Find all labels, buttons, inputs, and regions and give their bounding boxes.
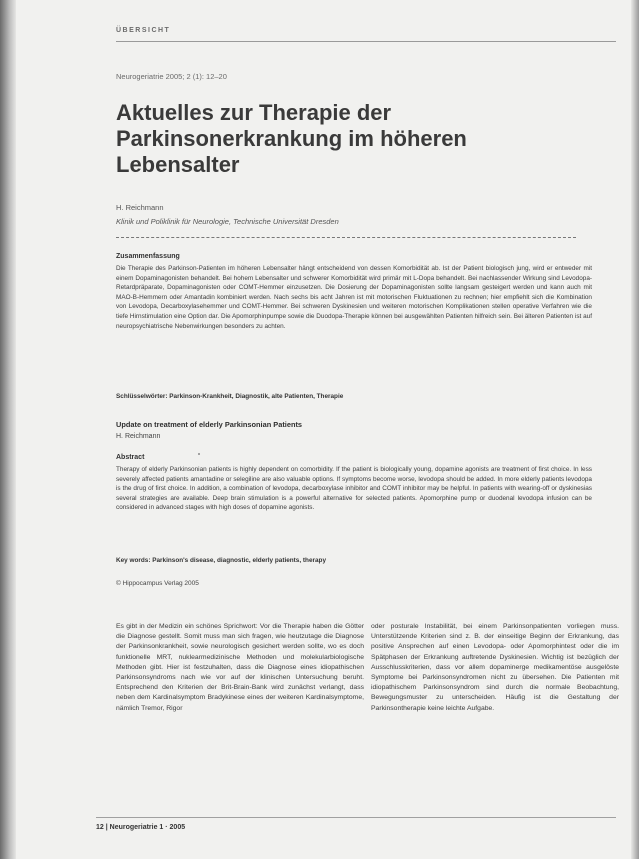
scan-shadow-right	[631, 0, 639, 859]
english-keywords: Key words: Parkinson's disease, diagnostic, elderly patients, therapy	[116, 557, 326, 564]
german-keywords: Schlüsselwörter: Parkinson-Krankheit, Diagnostik, alte Patienten, Therapie	[116, 393, 344, 400]
german-abstract-text: Die Therapie des Parkinson-Patienten im höheren Lebensalter hängt entscheidend von dessen Komorbidität ab. Ist der Patient biologisch jung, wird er entweder mit einem Dopaminagonisten behandelt. Bei hohem Lebensalter und schwerer Komorbidität wird primär mit L-Dopa behandelt. Bei nachlassender Wirkung sind Levodopa-Retardpräparate, Dopaminagonisten oder COMT-Hemmer einzusetzen. Die Dosierung der Dopaminagonisten sollte langsam gesteigert werden und kann auch mit MAO-B-Hemmern oder Amantadin kombiniert werden. Nach sechs bis acht Jahren ist mit motorischen Fluktuationen zu rechnen; hier empfiehlt sich die Kombination von Levodopa, Decarboxylasehemmer und COMT-Hemmer. Bei schweren Dyskinesien und weiteren motorischen Komplikationen stellen operative Verfahren wie die tiefe Hirnstimulation eine Option dar. Die Apomorphinpumpe sowie die Duodopa-Therapie können bei ausgewählten Patienten hilfreich sein. Bei älteren Patienten ist auf neuropsychiatrische Nebenwirkungen besonders zu achten.	[116, 265, 592, 330]
body-column-right: oder posturale Instabilität, bei einem Parkinsonpatienten vorliegen muss. Unterstützende Kriterien sind z. B. der einseitige Beginn der Erkrankung, das positive Ansprechen auf einen Levodopa- oder Apomorphintest oder die im Spätphasen der Erkrankung auftretende Dyskinesien. Wichtig ist bezüglich der Ausschlusskriterien, dass vor allem dopaminerge medikamentöse ausgelöste Symptome bei Parkinsonsyndromen nicht zu übersehen. Die Patienten mit idiopathischem Parkinsonsyndrom sind durch die normale Beobachtung, Bewegungsmuster zu unterscheiden. Häufig ist die Gestaltung der Parkinsontherapie keine leichte Aufgabe.	[371, 623, 619, 712]
scan-speck	[198, 453, 200, 455]
dashed-divider	[116, 237, 576, 238]
body-column-left: Es gibt in der Medizin ein schönes Sprichwort: Vor die Therapie haben die Götter die Diagnose gestellt. Somit muss man sich fragen, wie heutzutage die Diagnose der Parkinsonkrankheit, sowie neurologisch gesichert werden sollte, wo es doch funktionelle MRT, nuklearmedizinische Methoden und molekularbiologische Methoden gibt. Hier ist festzuhalten, dass die Diagnose eines idiopathischen Parkinsonsyndroms nach wie vor auf der klinischen Untersuchung beruht. Entsprechend den Kriterien der Brit-Brain-Bank wird zunächst verlangt, dass neben dem Kardinalsymptom Bradykinese eines der weiteren Kardinalsymptome, nämlich Tremor, Rigor	[116, 623, 364, 712]
scan-shadow-left	[0, 0, 16, 859]
header-rule	[116, 41, 616, 42]
author-affiliation: Klinik und Poliklinik für Neurologie, Technische Universität Dresden	[116, 217, 339, 226]
english-abstract-text: Therapy of elderly Parkinsonian patients is highly dependent on comorbidity. If the patient is biologically young, dopamine agonists are treatment of first choice. In less severely affected patients amantadine or selegiline are also valuable options. If symptoms become worse, levodopa should be added. In more elderly patients levodopa is the drug of first choice. In addition, a combination of levodopa, decarboxylase inhibitor and COMT inhibitor may be helpful. In patients with wearing-off or dyskinesias several strategies are available. Deep brain stimulation is a powerful alternative for selected patients. Apomorphine pump or duodenal levodopa infusion can be considered in advanced stages with high doses of dopamine agonists.	[116, 466, 592, 512]
page-footer: 12 | Neurogeriatrie 1 · 2005	[96, 824, 186, 831]
journal-citation: Neurogeriatrie 2005; 2 (1): 12–20	[116, 72, 227, 81]
footer-rule	[96, 817, 616, 818]
zusammenfassung-heading: Zusammenfassung	[116, 253, 180, 260]
abstract-heading: Abstract	[116, 454, 145, 461]
article-author: H. Reichmann	[116, 203, 164, 212]
english-title: Update on treatment of elderly Parkinsonian Patients	[116, 420, 303, 429]
section-label: ÜBERSICHT	[116, 27, 171, 34]
english-author: H. Reichmann	[116, 433, 161, 440]
article-title: Aktuelles zur Therapie der Parkinsonerkrankung im höheren Lebensalter	[116, 100, 467, 177]
copyright-notice: © Hippocampus Verlag 2005	[116, 580, 199, 587]
